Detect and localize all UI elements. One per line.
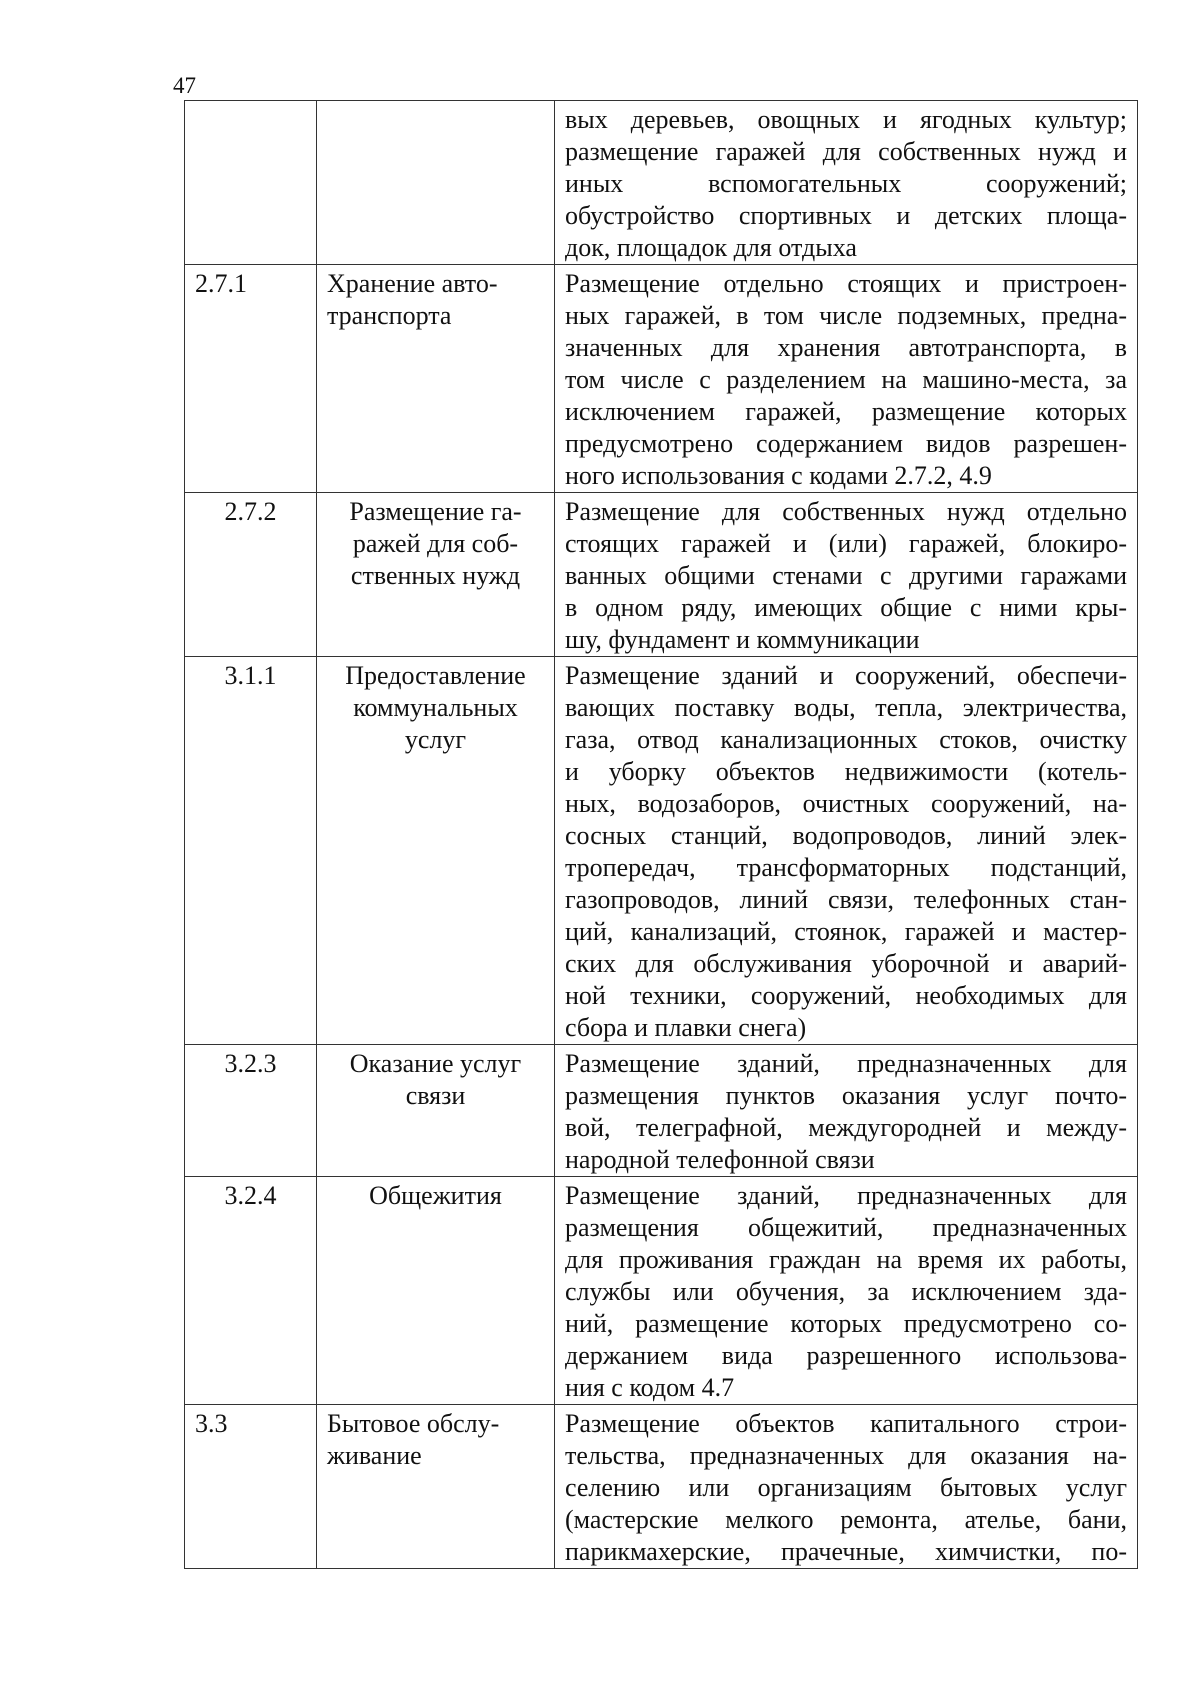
table-row: [185, 1177, 1138, 1405]
table-row: [185, 265, 1138, 493]
description-line: исключением гаражей, размещение которых: [565, 397, 1127, 426]
description-line: значенных для хранения автотранспорта, в: [565, 333, 1127, 362]
description-line: парикмахерские, прачечные, химчистки, по-: [565, 1537, 1127, 1566]
description-line: сосных станций, водопроводов, линий элек-: [565, 821, 1127, 850]
table-row: [185, 1045, 1138, 1177]
description-line: Размещение зданий и сооружений, обеспечи-: [565, 661, 1127, 690]
name-line: ственных нужд: [350, 561, 521, 590]
description-line: размещения пунктов оказания услуг почто-: [565, 1081, 1127, 1110]
description-line: ния с кодом 4.7: [565, 1373, 735, 1402]
description-line: вающих поставку воды, тепла, электричества,: [565, 693, 1127, 722]
row-code: [185, 101, 317, 265]
description-line: тропередач, трансформаторных подстанций,: [565, 853, 1127, 882]
description-line: в одном ряду, имеющих общие с ними кры-: [565, 593, 1127, 622]
description-line: ских для обслуживания уборочной и аварий-: [565, 949, 1127, 978]
row-name: [317, 493, 555, 657]
description-line: размещения общежитий, предназначенных: [565, 1213, 1127, 1242]
name-line: связи: [405, 1081, 466, 1110]
row-name: [317, 1177, 555, 1405]
row-description: [555, 101, 1138, 265]
description-line: службы или обучения, за исключением зда-: [565, 1277, 1127, 1306]
description-line: тельства, предназначенных для оказания на-: [565, 1441, 1127, 1470]
row-description: [555, 1405, 1138, 1569]
name-line: Оказание услуг: [349, 1049, 522, 1078]
name-line: Размещение га-: [349, 497, 522, 526]
description-line: газа, отвод канализационных стоков, очистку: [565, 725, 1127, 754]
row-code: 2.7.1: [185, 265, 317, 493]
description-line: вых деревьев, овощных и ягодных культур;: [565, 105, 1127, 134]
description-line: ного использования с кодами 2.7.2, 4.9: [565, 461, 992, 490]
description-line: шу, фундамент и коммуникации: [565, 625, 920, 654]
description-line: предусмотрено содержанием видов разрешен-: [565, 429, 1127, 458]
row-name: [317, 265, 555, 493]
description-line: Размещение объектов капитального строи-: [565, 1409, 1127, 1438]
description-line: держанием вида разрешенного использова-: [565, 1341, 1127, 1370]
description-line: Размещение зданий, предназначенных для: [565, 1181, 1127, 1210]
description-line: ций, канализаций, стоянок, гаражей и мастер-: [565, 917, 1127, 946]
row-code: 3.2.4: [185, 1177, 317, 1405]
row-code: 3.2.3: [185, 1045, 317, 1177]
row-code: 2.7.2: [185, 493, 317, 657]
description-line: селению или организациям бытовых услуг: [565, 1473, 1127, 1502]
description-line: размещение гаражей для собственных нужд и: [565, 137, 1127, 166]
row-name: [317, 1045, 555, 1177]
name-line: коммунальных: [353, 693, 518, 722]
name-line: Хранение авто-: [327, 269, 498, 298]
row-description: [555, 493, 1138, 657]
land-use-table: [184, 100, 1138, 1569]
row-code: 3.3: [185, 1405, 317, 1569]
table-row: [185, 493, 1138, 657]
name-line: живание: [327, 1441, 422, 1470]
description-line: иных вспомогательных сооружений;: [565, 169, 1127, 198]
description-line: народной телефонной связи: [565, 1145, 875, 1174]
description-line: ной техники, сооружений, необходимых для: [565, 981, 1127, 1010]
name-line: ражей для соб-: [352, 529, 519, 558]
description-line: ных, водозаборов, очистных сооружений, на-: [565, 789, 1127, 818]
row-description: [555, 265, 1138, 493]
page-number: 47: [173, 73, 196, 98]
name-line: транспорта: [327, 301, 452, 330]
description-line: ний, размещение которых предусмотрено со-: [565, 1309, 1127, 1338]
row-name: [317, 657, 555, 1045]
description-line: ных гаражей, в том числе подземных, предна-: [565, 301, 1127, 330]
row-description: [555, 1045, 1138, 1177]
description-line: (мастерские мелкого ремонта, ателье, бани,: [565, 1505, 1127, 1534]
row-name: [317, 101, 555, 265]
description-line: том числе с разделением на машино-места, за: [565, 365, 1127, 394]
description-line: газопроводов, линий связи, телефонных стан-: [565, 885, 1127, 914]
description-line: док, площадок для отдыха: [565, 233, 857, 262]
row-code: 3.1.1: [185, 657, 317, 1045]
table-row: [185, 657, 1138, 1045]
description-line: вой, телеграфной, междугородней и между-: [565, 1113, 1127, 1142]
table-row: [185, 101, 1138, 265]
name-line: Предоставление: [345, 661, 526, 690]
description-line: стоящих гаражей и (или) гаражей, блокиро-: [565, 529, 1127, 558]
name-line: услуг: [404, 725, 467, 754]
description-line: и уборку объектов недвижимости (котель-: [565, 757, 1127, 786]
row-description: [555, 657, 1138, 1045]
description-line: для проживания граждан на время их работы,: [565, 1245, 1127, 1274]
description-line: Размещение зданий, предназначенных для: [565, 1049, 1127, 1078]
description-line: сбора и плавки снега): [565, 1013, 807, 1042]
description-line: ванных общими стенами с другими гаражами: [565, 561, 1127, 590]
table-row: [185, 1405, 1138, 1569]
description-line: обустройство спортивных и детских площа-: [565, 201, 1127, 230]
name-line: Общежития: [369, 1181, 502, 1210]
name-line: Бытовое обслу-: [327, 1409, 500, 1438]
description-line: Размещение для собственных нужд отдельно: [565, 497, 1127, 526]
row-description: [555, 1177, 1138, 1405]
row-name: [317, 1405, 555, 1569]
description-line: Размещение отдельно стоящих и пристроен-: [565, 269, 1127, 298]
